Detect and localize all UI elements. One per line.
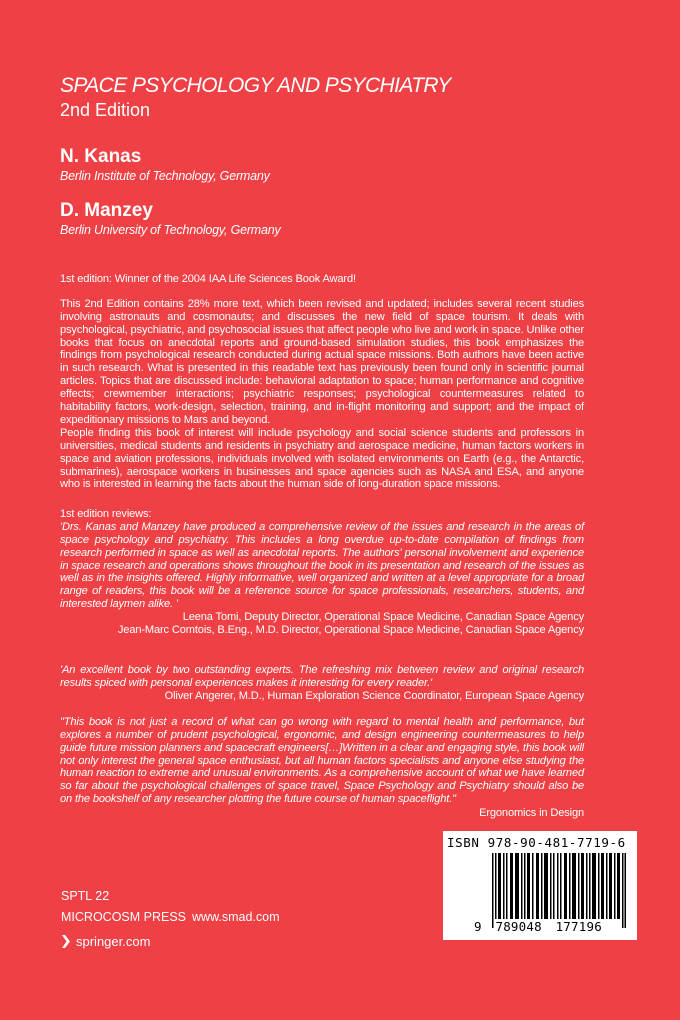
- publisher-name: MICROCOSM PRESS: [61, 910, 187, 924]
- edition-label: 2nd Edition: [60, 100, 151, 120]
- series-code: SPTL 22: [61, 889, 110, 903]
- reviews-label: 1st edition reviews:: [60, 508, 152, 520]
- book-title: SPACE PSYCHOLOGY AND PSYCHIATRY: [60, 74, 451, 97]
- review-attribution: Oliver Angerer, M.D., Human Exploration Science Coordinator, European Space Agency: [164, 690, 584, 702]
- review-attribution-line: Leena Tomi, Deputy Director, Operational Space Medicine, Canadian Space Agency: [182, 611, 584, 623]
- isbn-label: ISBN 978-90-481-7719-6: [447, 835, 626, 850]
- barcode-bars-icon: [492, 853, 626, 928]
- description-paragraph: This 2nd Edition contains 28% more text, which been revised and updated; includes several recent studies involving astronauts and cosmonauts; and discusses the new field of space tourism. It deals with psychological, psychiatric, and psychosocial issues that affect people who live and work in space. Unlike other books that focus on anecdotal reports and ground-based simulation studies, this book emphasizes the findings from psychological research conducted during actual space missions. Both authors have been active in such research. What is presented in this readable text has previously been found only in scientific journal articles. Topics that are discussed include: behavioral adaptation to space; human performance and cognitive effects; crewmember interactions; psychiatric responses; psychological countermeasures related to habitability factors, work-design, selection, training, and in-flight monitoring and support; and the impact of expeditionary missions to Mars and beyond.: [60, 298, 584, 426]
- springer-link[interactable]: [61, 934, 150, 949]
- author-name: D. Manzey: [60, 200, 153, 221]
- review-attribution-line: Jean-Marc Comtois, B.Eng., M.D. Director, Operational Space Medicine, Canadian Space Agency: [117, 623, 584, 636]
- author-name: N. Kanas: [60, 146, 142, 167]
- author-block: [60, 200, 281, 238]
- ean-right-group: 177196: [555, 919, 602, 934]
- review-quote: 'An excellent book by two outstanding experts. The refreshing mix between review and original research results spiced with personal experiences makes it interesting for every reader.': [60, 664, 584, 689]
- springer-url[interactable]: springer.com: [76, 934, 151, 949]
- author-affiliation: Berlin University of Technology, Germany: [60, 223, 281, 237]
- ean-left-group: 789048: [495, 919, 542, 934]
- award-note: 1st edition: Winner of the 2004 IAA Life Sciences Book Award!: [60, 273, 356, 285]
- author-affiliation: Berlin Institute of Technology, Germany: [60, 169, 270, 183]
- isbn-barcode: [443, 831, 637, 940]
- review-attribution: Ergonomics in Design: [479, 807, 584, 819]
- chevron-right-icon: [61, 935, 70, 948]
- audience-paragraph: People finding this book of interest will include psychology and social science students and professors in universities, medical students and residents in psychiatry and aerospace medicine, human factors workers in space and aviation professions, individuals involved with isolated environments on Earth (e.g., the Antarctic, submarines), aerospace workers in businesses and space agencies such as NASA and ESA, and anyone who is interested in learning the facts about the human side of long-duration space missions.: [60, 427, 584, 491]
- review-quote: "This book is not just a record of what can go wrong with regard to mental health and performance, but explores a number of prudent psychological, ergonomic, and design engineering countermeasures to help guide future mission planners and spacecraft engineers[…]Written in a clear and engaging style, this book will not only interest the general space enthusiast, but all human factors specialists and anyone else studying the human reaction to extreme and unusual environments. As a comprehensive account of what we have learned so far about the psychological challenges of space travel, Space Psychology and Psychiatry should also be on the bookshelf of any researcher plotting the future course of human spaceflight.": [60, 716, 584, 806]
- author-block: [60, 146, 270, 184]
- review-attribution: [60, 611, 584, 637]
- publisher-line: [61, 910, 280, 924]
- ean-first-digit: 9: [474, 919, 482, 934]
- ean-number: [473, 919, 603, 934]
- review-quote: 'Drs. Kanas and Manzey have produced a comprehensive review of the issues and research in the areas of space psychology and psychiatry. This includes a long overdue up-to-date compilation of findings from research performed in space as well as anecdotal reports. The authors' personal involvement and experience in space research and operations shows throughout the book in its presentation and research of the issues as well as in the insights offered. Highly informative, well organized and written at a level appropriate for a broad range of readers, this book will be a reference source for space professionals, researchers, students, and interested laymen alike. ': [60, 521, 584, 611]
- publisher-url[interactable]: www.smad.com: [192, 910, 280, 924]
